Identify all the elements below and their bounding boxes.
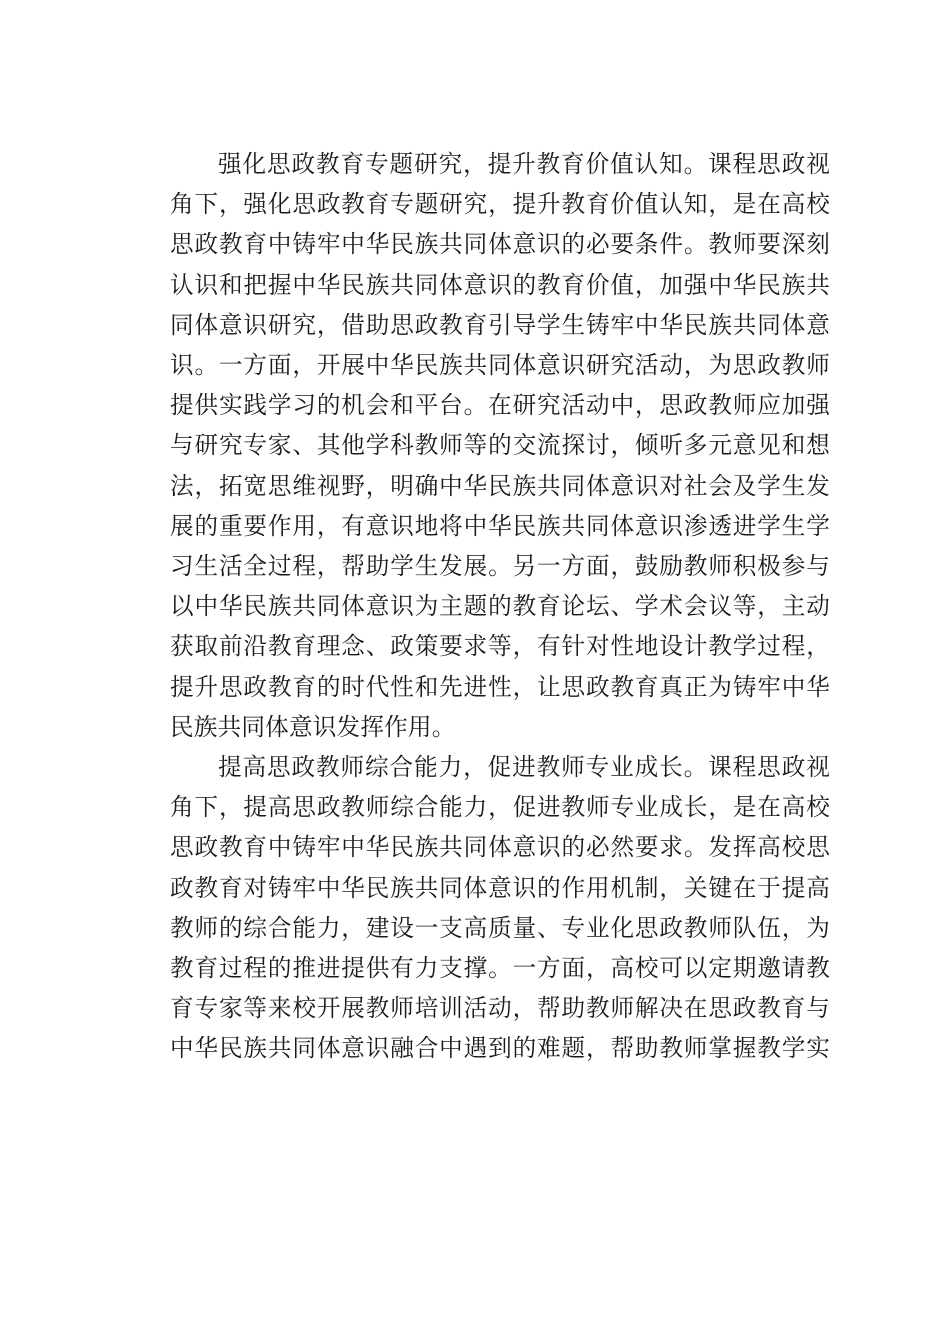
text-line: 提供实践学习的机会和平台。在研究活动中，思政教师应加强: [170, 391, 830, 420]
text-line: 教师的综合能力，建设一支高质量、专业化思政教师队伍，为: [170, 913, 830, 942]
text-line: 角下，强化思政教育专题研究，提升教育价值认知，是在高校: [170, 190, 830, 219]
text-line: 法，拓宽思维视野，明确中华民族共同体意识对社会及学生发: [170, 471, 830, 500]
text-line: 与研究专家、其他学科教师等的交流探讨，倾听多元意见和想: [170, 431, 830, 460]
text-line: 思政教育中铸牢中华民族共同体意识的必要条件。教师要深刻: [170, 230, 830, 259]
text-line: 提高思政教师综合能力，促进教师专业成长。课程思政视: [218, 753, 830, 782]
text-line: 教育过程的推进提供有力支撑。一方面，高校可以定期邀请教: [170, 954, 830, 983]
text-line: 强化思政教育专题研究，提升教育价值认知。课程思政视: [218, 150, 830, 178]
text-line: 民族共同体意识发挥作用。: [170, 712, 456, 741]
text-line: 角下，提高思政教师综合能力，促进教师专业成长，是在高校: [170, 793, 830, 822]
text-line: 认识和把握中华民族共同体意识的教育价值，加强中华民族共: [170, 270, 830, 299]
text-line: 获取前沿教育理念、政策要求等，有针对性地设计教学过程，: [170, 632, 830, 661]
text-line: 展的重要作用，有意识地将中华民族共同体意识渗透进学生学: [170, 511, 830, 540]
text-line: 思政教育中铸牢中华民族共同体意识的必然要求。发挥高校思: [170, 833, 830, 862]
paragraph-1: [122, 144, 830, 747]
text-line: 提升思政教育的时代性和先进性，让思政教育真正为铸牢中华: [170, 672, 830, 701]
text-line: 育专家等来校开展教师培训活动，帮助教师解决在思政教育与: [170, 994, 830, 1023]
text-line: 中华民族共同体意识融合中遇到的难题，帮助教师掌握教学实: [170, 1034, 830, 1063]
text-line: 习生活全过程，帮助学生发展。另一方面，鼓励教师积极参与: [170, 552, 830, 581]
text-line: 以中华民族共同体意识为主题的教育论坛、学术会议等，主动: [170, 592, 830, 621]
text-line: 同体意识研究，借助思政教育引导学生铸牢中华民族共同体意: [170, 310, 830, 339]
text-line: 识。一方面，开展中华民族共同体意识研究活动，为思政教师: [170, 351, 830, 380]
document-body: [122, 144, 830, 1069]
text-line: 政教育对铸牢中华民族共同体意识的作用机制，关键在于提高: [170, 873, 830, 902]
paragraph-2: [122, 747, 830, 1069]
